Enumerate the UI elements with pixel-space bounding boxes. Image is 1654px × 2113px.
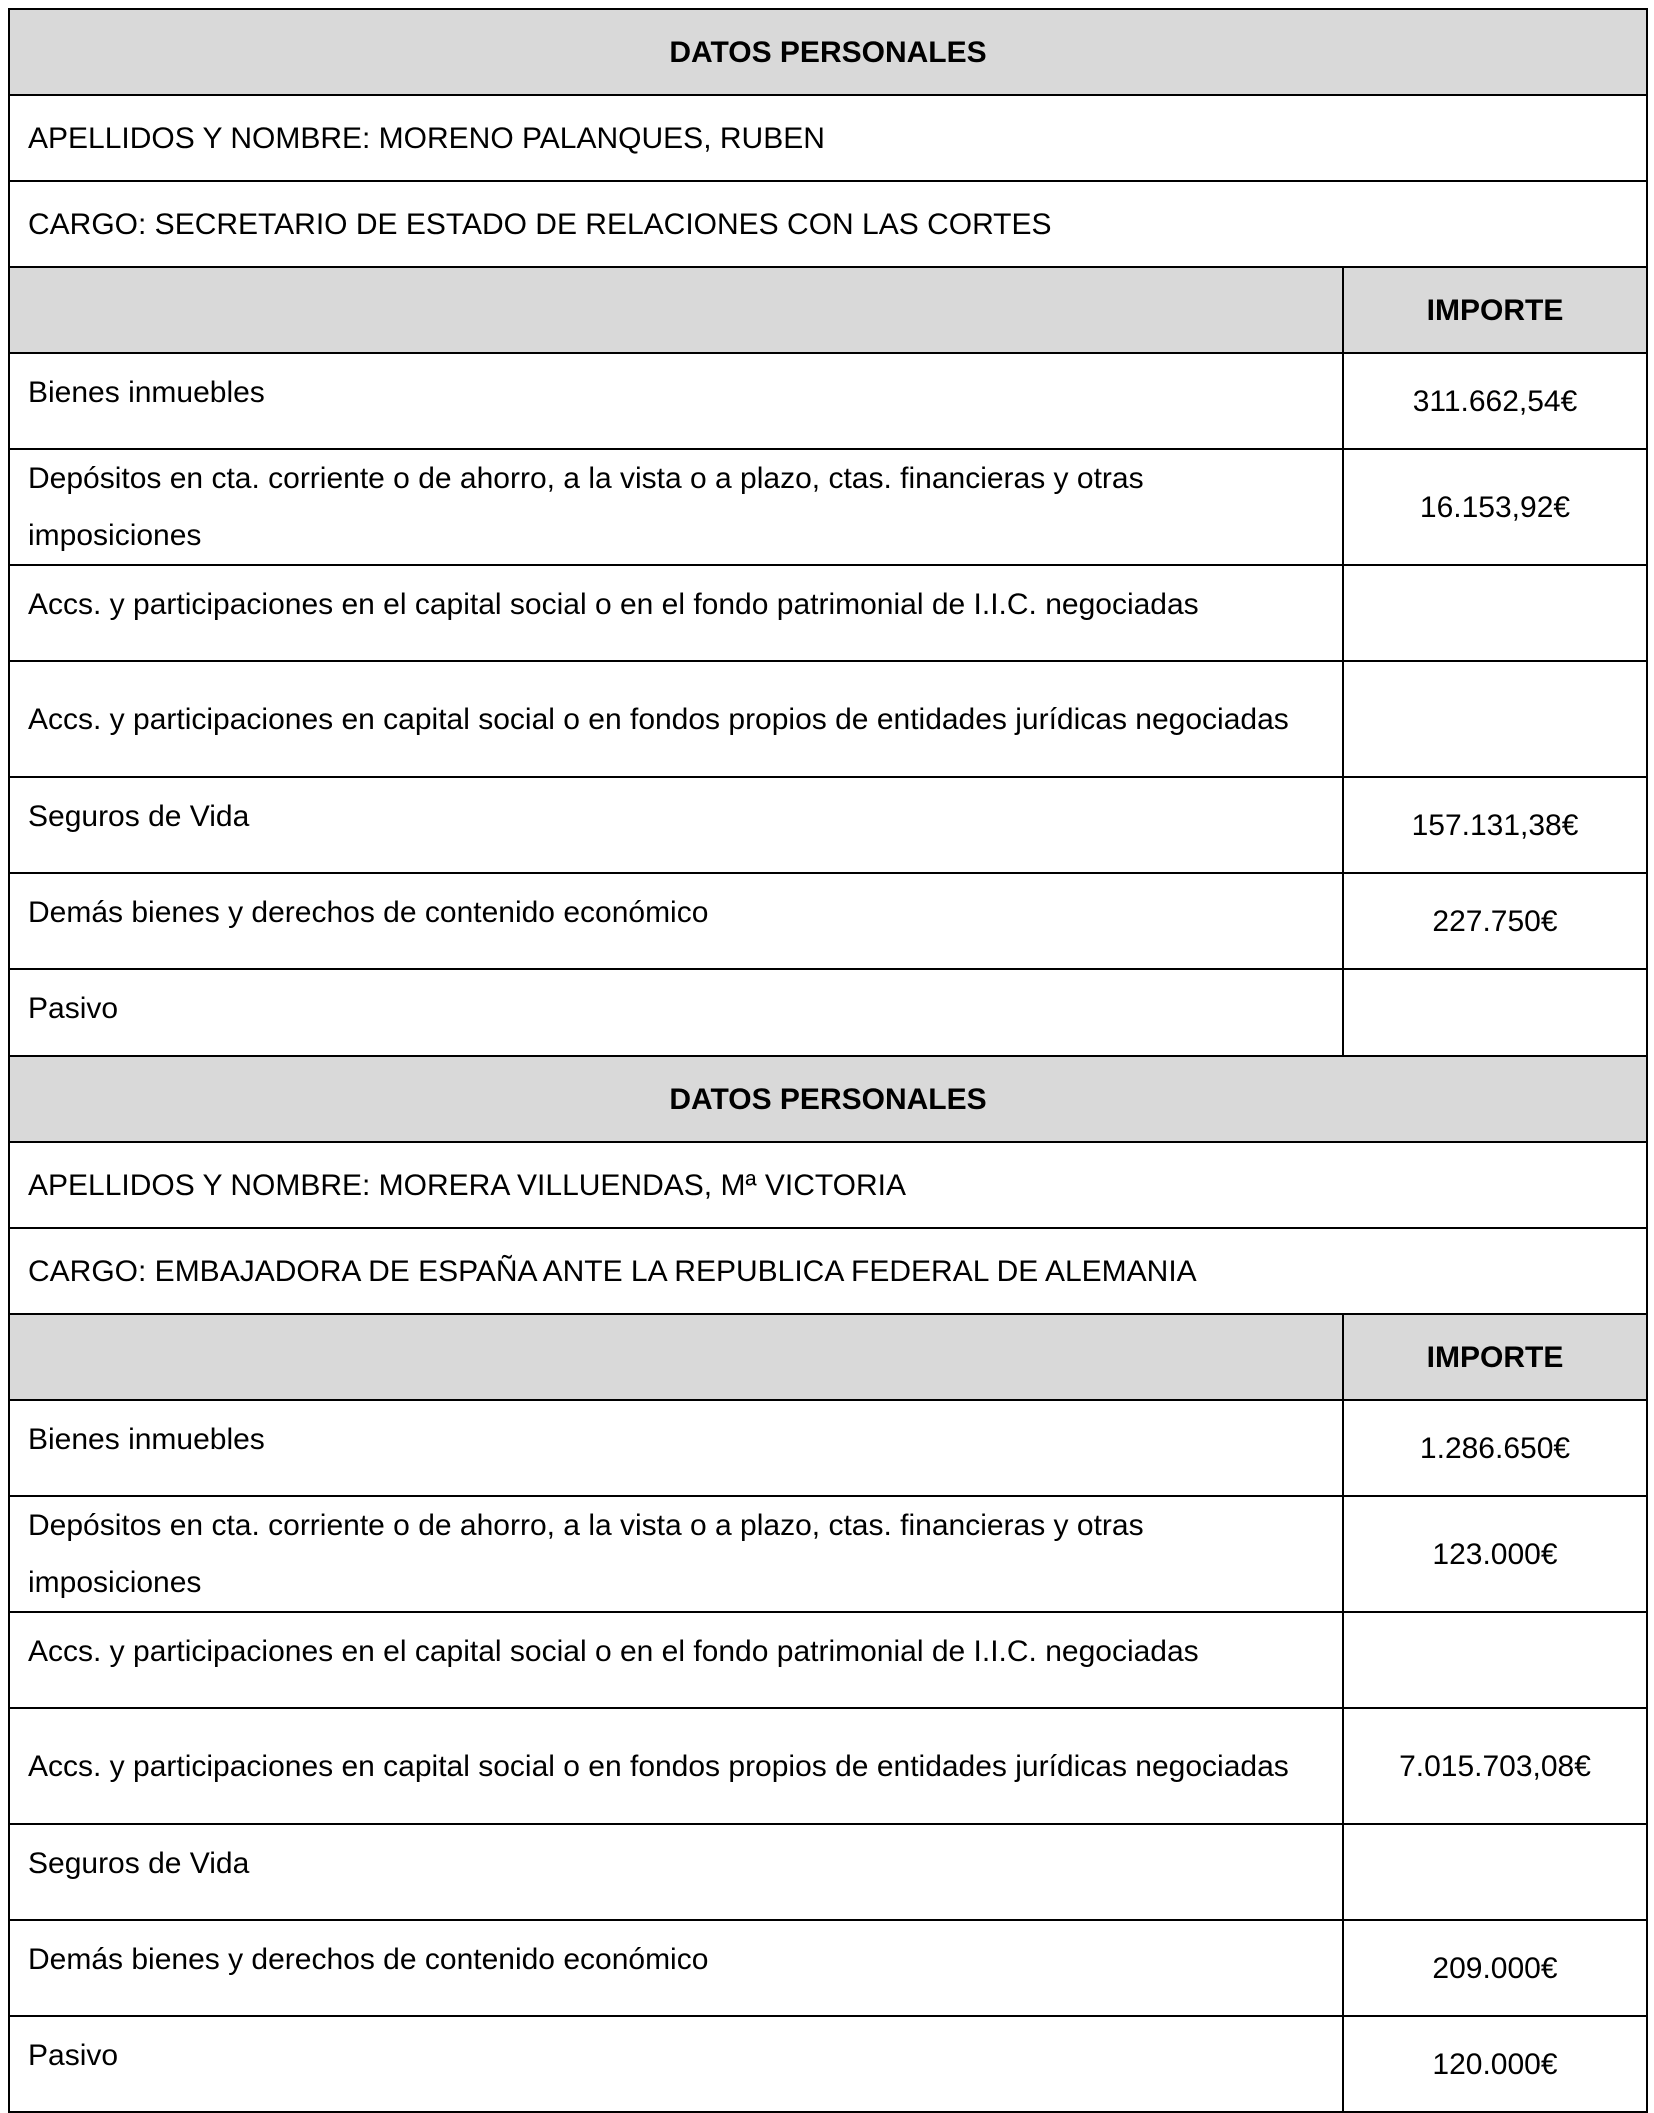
table-row bbox=[9, 449, 1647, 565]
table-row bbox=[9, 565, 1647, 661]
declaration-table-morera bbox=[8, 1055, 1648, 2113]
amount-cell: 311.662,54€ bbox=[1343, 353, 1647, 449]
amount-header: IMPORTE bbox=[1343, 1314, 1647, 1400]
concept-cell: Seguros de Vida bbox=[9, 1824, 1343, 1920]
table-row bbox=[9, 1920, 1647, 2016]
table-row bbox=[9, 1400, 1647, 1496]
table-row bbox=[9, 1824, 1647, 1920]
concept-header-blank bbox=[9, 1314, 1343, 1400]
section-title: DATOS PERSONALES bbox=[9, 9, 1647, 95]
amount-cell: 1.286.650€ bbox=[1343, 1400, 1647, 1496]
concept-cell: Accs. y participaciones en el capital social o en el fondo patrimonial de I.I.C. negociadas bbox=[9, 1612, 1343, 1708]
amount-cell: 16.153,92€ bbox=[1343, 449, 1647, 565]
concept-cell: Accs. y participaciones en capital social o en fondos propios de entidades jurídicas negociadas bbox=[9, 661, 1343, 777]
amount-cell: 7.015.703,08€ bbox=[1343, 1708, 1647, 1824]
table-row bbox=[9, 661, 1647, 777]
concept-cell: Depósitos en cta. corriente o de ahorro, a la vista o a plazo, ctas. financieras y otras imposiciones bbox=[9, 1496, 1343, 1612]
concept-cell: Bienes inmuebles bbox=[9, 353, 1343, 449]
amount-header: IMPORTE bbox=[1343, 267, 1647, 353]
amount-cell bbox=[1343, 1824, 1647, 1920]
table-row bbox=[9, 2016, 1647, 2112]
concept-cell: Depósitos en cta. corriente o de ahorro, a la vista o a plazo, ctas. financieras y otras imposiciones bbox=[9, 449, 1343, 565]
table-row bbox=[9, 1708, 1647, 1824]
concept-cell: Demás bienes y derechos de contenido económico bbox=[9, 873, 1343, 969]
concept-cell: Demás bienes y derechos de contenido económico bbox=[9, 1920, 1343, 2016]
concept-cell: Accs. y participaciones en el capital social o en el fondo patrimonial de I.I.C. negociadas bbox=[9, 565, 1343, 661]
concept-cell: Pasivo bbox=[9, 2016, 1343, 2112]
concept-cell: Seguros de Vida bbox=[9, 777, 1343, 873]
name-line: APELLIDOS Y NOMBRE: MORERA VILLUENDAS, Mª VICTORIA bbox=[9, 1142, 1647, 1228]
amount-cell: 227.750€ bbox=[1343, 873, 1647, 969]
table-row bbox=[9, 873, 1647, 969]
amount-cell: 123.000€ bbox=[1343, 1496, 1647, 1612]
table-row bbox=[9, 1496, 1647, 1612]
declaration-table-moreno bbox=[8, 8, 1648, 1066]
cargo-line: CARGO: EMBAJADORA DE ESPAÑA ANTE LA REPUBLICA FEDERAL DE ALEMANIA bbox=[9, 1228, 1647, 1314]
name-line: APELLIDOS Y NOMBRE: MORENO PALANQUES, RUBEN bbox=[9, 95, 1647, 181]
amount-cell: 120.000€ bbox=[1343, 2016, 1647, 2112]
amount-cell bbox=[1343, 969, 1647, 1065]
table-row bbox=[9, 353, 1647, 449]
table-row bbox=[9, 777, 1647, 873]
amount-cell: 209.000€ bbox=[1343, 1920, 1647, 2016]
section-title: DATOS PERSONALES bbox=[9, 1056, 1647, 1142]
concept-cell: Bienes inmuebles bbox=[9, 1400, 1343, 1496]
table-row bbox=[9, 1612, 1647, 1708]
amount-cell bbox=[1343, 1612, 1647, 1708]
concept-cell: Pasivo bbox=[9, 969, 1343, 1065]
cargo-line: CARGO: SECRETARIO DE ESTADO DE RELACIONES CON LAS CORTES bbox=[9, 181, 1647, 267]
concept-cell: Accs. y participaciones en capital social o en fondos propios de entidades jurídicas negociadas bbox=[9, 1708, 1343, 1824]
table-row bbox=[9, 969, 1647, 1065]
amount-cell bbox=[1343, 661, 1647, 777]
amount-cell: 157.131,38€ bbox=[1343, 777, 1647, 873]
concept-header-blank bbox=[9, 267, 1343, 353]
amount-cell bbox=[1343, 565, 1647, 661]
